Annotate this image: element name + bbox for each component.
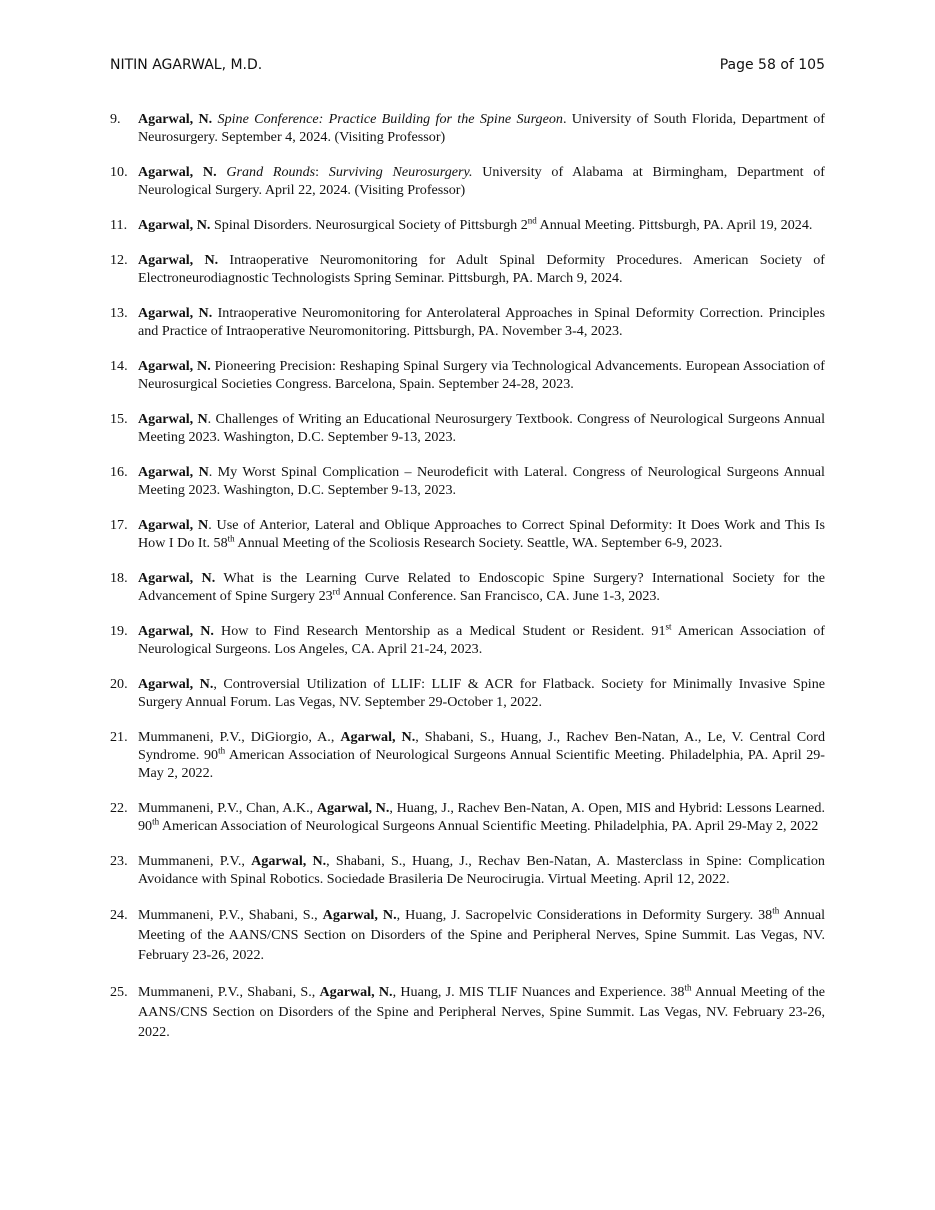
author-highlight: Agarwal, N. [138, 217, 211, 233]
title-italic: Grand Rounds [226, 164, 316, 180]
reference-text: Annual Meeting of the AANS/CNS Section on Disorders of the Spine and Peripheral Nerves, Spine Summit. Las Vegas, NV. February 23-26, 2022. [138, 907, 825, 963]
reference-number: 17. [110, 517, 128, 533]
title-italic: Spine Conference: Practice Building for the Spine Surgeon [217, 111, 563, 127]
author-highlight: Agarwal, N. [138, 358, 211, 374]
reference-item [110, 569, 825, 605]
author-highlight: Agarwal, N. [340, 729, 416, 745]
ordinal-suffix: th [218, 745, 226, 756]
reference-item [110, 304, 825, 340]
reference-item [110, 675, 825, 711]
author-highlight: Agarwal, N. [322, 907, 397, 923]
reference-text: , Shabani, S., Huang, J., Rachev Ben-Natan, A., Le, V. Central Cord Syndrome. 90 [138, 729, 825, 763]
reference-text: Spinal Disorders. Neurosurgical Society of Pittsburgh 2 [210, 217, 528, 233]
author-highlight: Agarwal, N. [138, 305, 213, 321]
reference-number: 9. [110, 111, 121, 127]
reference-text: , Controversial Utilization of LLIF: LLIF & ACR for Flatback. Society for Minimally Invasive Spine Surgery Annual Forum. Las Vegas, NV. September 29-October 1, 2022. [138, 676, 825, 710]
reference-text: Annual Meeting. Pittsburgh, PA. April 19, 2024. [536, 217, 813, 233]
author-highlight: Agarwal, N [138, 464, 209, 480]
title-italic: Surviving Neurosurgery. [328, 164, 473, 180]
reference-text: . Use of Anterior, Lateral and Oblique Approaches to Correct Spinal Deformity: It Does Work and This Is How I Do It. 58 [138, 517, 825, 551]
reference-number: 23. [110, 853, 128, 869]
author-highlight: Agarwal, N. [138, 252, 219, 268]
presentation-list [110, 110, 825, 1059]
reference-item [110, 463, 825, 499]
reference-number: 19. [110, 623, 128, 639]
reference-text: Mummaneni, P.V., Chan, A.K., [138, 800, 317, 816]
reference-text: How to Find Research Mentorship as a Medical Student or Resident. 91 [213, 623, 666, 639]
reference-text: University of Alabama at Birmingham, Department of Neurological Surgery. April 22, 2024. (Visiting Professor) [138, 164, 825, 198]
author-highlight: Agarwal, N. [319, 984, 393, 1000]
reference-number: 12. [110, 252, 128, 268]
reference-item [110, 516, 825, 552]
reference-number: 25. [110, 984, 128, 1000]
reference-item [110, 410, 825, 446]
reference-text: : [315, 164, 329, 180]
reference-text: , Shabani, S., Huang, J., Rechav Ben-Natan, A. Masterclass in Spine: Complication Avoidance with Spinal Robotics. Sociedade Brasileria De Neurocirugia. Virtual Meeting. April 12, 2022. [138, 853, 825, 887]
reference-text: Intraoperative Neuromonitoring for Anterolateral Approaches in Spinal Deformity Correction. Principles and Practice of Intraoperative Neuromonitoring. Pittsburgh, PA. November 3-4, 2023. [138, 305, 825, 339]
author-highlight: Agarwal, N. [138, 164, 217, 180]
reference-text: Intraoperative Neuromonitoring for Adult Spinal Deformity Procedures. American Society of Electroneurodiagnostic Technologists Spring Seminar. Pittsburgh, PA. March 9, 2024. [138, 252, 825, 286]
reference-item [110, 799, 825, 835]
reference-text: American Association of Neurological Surgeons Annual Scientific Meeting. Philadelphia, PA. April 29-May 2, 2022 [159, 818, 819, 834]
reference-text: American Association of Neurological Surgeons. Los Angeles, CA. April 21-24, 2023. [138, 623, 825, 657]
reference-text: Mummaneni, P.V., DiGiorgio, A., [138, 729, 341, 745]
reference-number: 10. [110, 164, 128, 180]
reference-number: 24. [110, 907, 128, 923]
author-highlight: Agarwal, N. [138, 623, 214, 639]
reference-text: Mummaneni, P.V., [138, 853, 252, 869]
reference-number: 22. [110, 800, 128, 816]
author-highlight: Agarwal, N. [316, 800, 390, 816]
reference-item [110, 357, 825, 393]
reference-text: . My Worst Spinal Complication – Neurodeficit with Lateral. Congress of Neurological Surgeons Annual Meeting 2023. Washington, D.C. September 9-13, 2023. [138, 464, 825, 498]
reference-number: 14. [110, 358, 128, 374]
reference-text: . Challenges of Writing an Educational Neurosurgery Textbook. Congress of Neurological Surgeons Annual Meeting 2023. Washington, D.C. September 9-13, 2023. [138, 411, 825, 445]
reference-item [110, 905, 825, 965]
reference-number: 21. [110, 729, 128, 745]
reference-number: 16. [110, 464, 128, 480]
reference-text: Pioneering Precision: Reshaping Spinal Surgery via Technological Advancements. European Association of Neurosurgical Societies Congress. Barcelona, Spain. September 24-28, 2023. [138, 358, 825, 392]
author-highlight: Agarwal, N. [138, 111, 213, 127]
author-highlight: Agarwal, N. [138, 570, 216, 586]
ordinal-suffix: th [772, 905, 780, 916]
reference-item [110, 163, 825, 199]
reference-text [217, 164, 227, 180]
reference-item [110, 728, 825, 782]
reference-number: 15. [110, 411, 128, 427]
ordinal-suffix: th [152, 816, 160, 827]
ordinal-suffix: th [684, 982, 692, 993]
ordinal-suffix: th [227, 533, 235, 544]
author-highlight: Agarwal, N [138, 517, 209, 533]
reference-number: 11. [110, 217, 128, 233]
author-highlight: Agarwal, N. [251, 853, 327, 869]
reference-number: 20. [110, 676, 128, 692]
reference-item [110, 982, 825, 1042]
ordinal-suffix: nd [527, 215, 537, 226]
reference-text: Annual Meeting of the Scoliosis Research Society. Seattle, WA. September 6-9, 2023. [234, 535, 723, 551]
reference-item [110, 216, 825, 234]
header-page-number: Page 58 of 105 [719, 57, 825, 73]
reference-text: , Huang, J., Rachev Ben-Natan, A. Open, MIS and Hybrid: Lessons Learned. 90 [138, 800, 825, 834]
author-highlight: Agarwal, N [138, 411, 208, 427]
reference-text: What is the Learning Curve Related to Endoscopic Spine Surgery? International Society for the Advancement of Spine Surgery 23 [138, 570, 825, 604]
reference-number: 18. [110, 570, 128, 586]
reference-text: American Association of Neurological Surgeons Annual Scientific Meeting. Philadelphia, PA. April 29-May 2, 2022. [138, 747, 826, 781]
reference-text: Annual Conference. San Francisco, CA. June 1-3, 2023. [340, 588, 660, 604]
reference-text: , Huang, J. MIS TLIF Nuances and Experience. 38 [392, 984, 685, 1000]
ordinal-suffix: rd [332, 586, 341, 597]
reference-text: Annual Meeting of the AANS/CNS Section on Disorders of the Spine and Peripheral Nerves, Spine Summit. Las Vegas, NV. February 23-26, 2022. [138, 984, 826, 1040]
reference-text: Mummaneni, P.V., Shabani, S., [138, 984, 320, 1000]
ordinal-suffix: st [665, 621, 672, 632]
reference-text: . University of South Florida, Department of Neurosurgery. September 4, 2024. (Visiting Professor) [138, 111, 825, 145]
reference-item [110, 251, 825, 287]
reference-item [110, 852, 825, 888]
reference-text: , Huang, J. Sacropelvic Considerations in Deformity Surgery. 38 [396, 907, 773, 923]
reference-number: 13. [110, 305, 128, 321]
reference-text: Mummaneni, P.V., Shabani, S., [138, 907, 323, 923]
reference-item [110, 622, 825, 658]
header-author: NITIN AGARWAL, M.D. [110, 57, 263, 73]
author-highlight: Agarwal, N. [138, 676, 214, 692]
reference-item [110, 110, 825, 146]
